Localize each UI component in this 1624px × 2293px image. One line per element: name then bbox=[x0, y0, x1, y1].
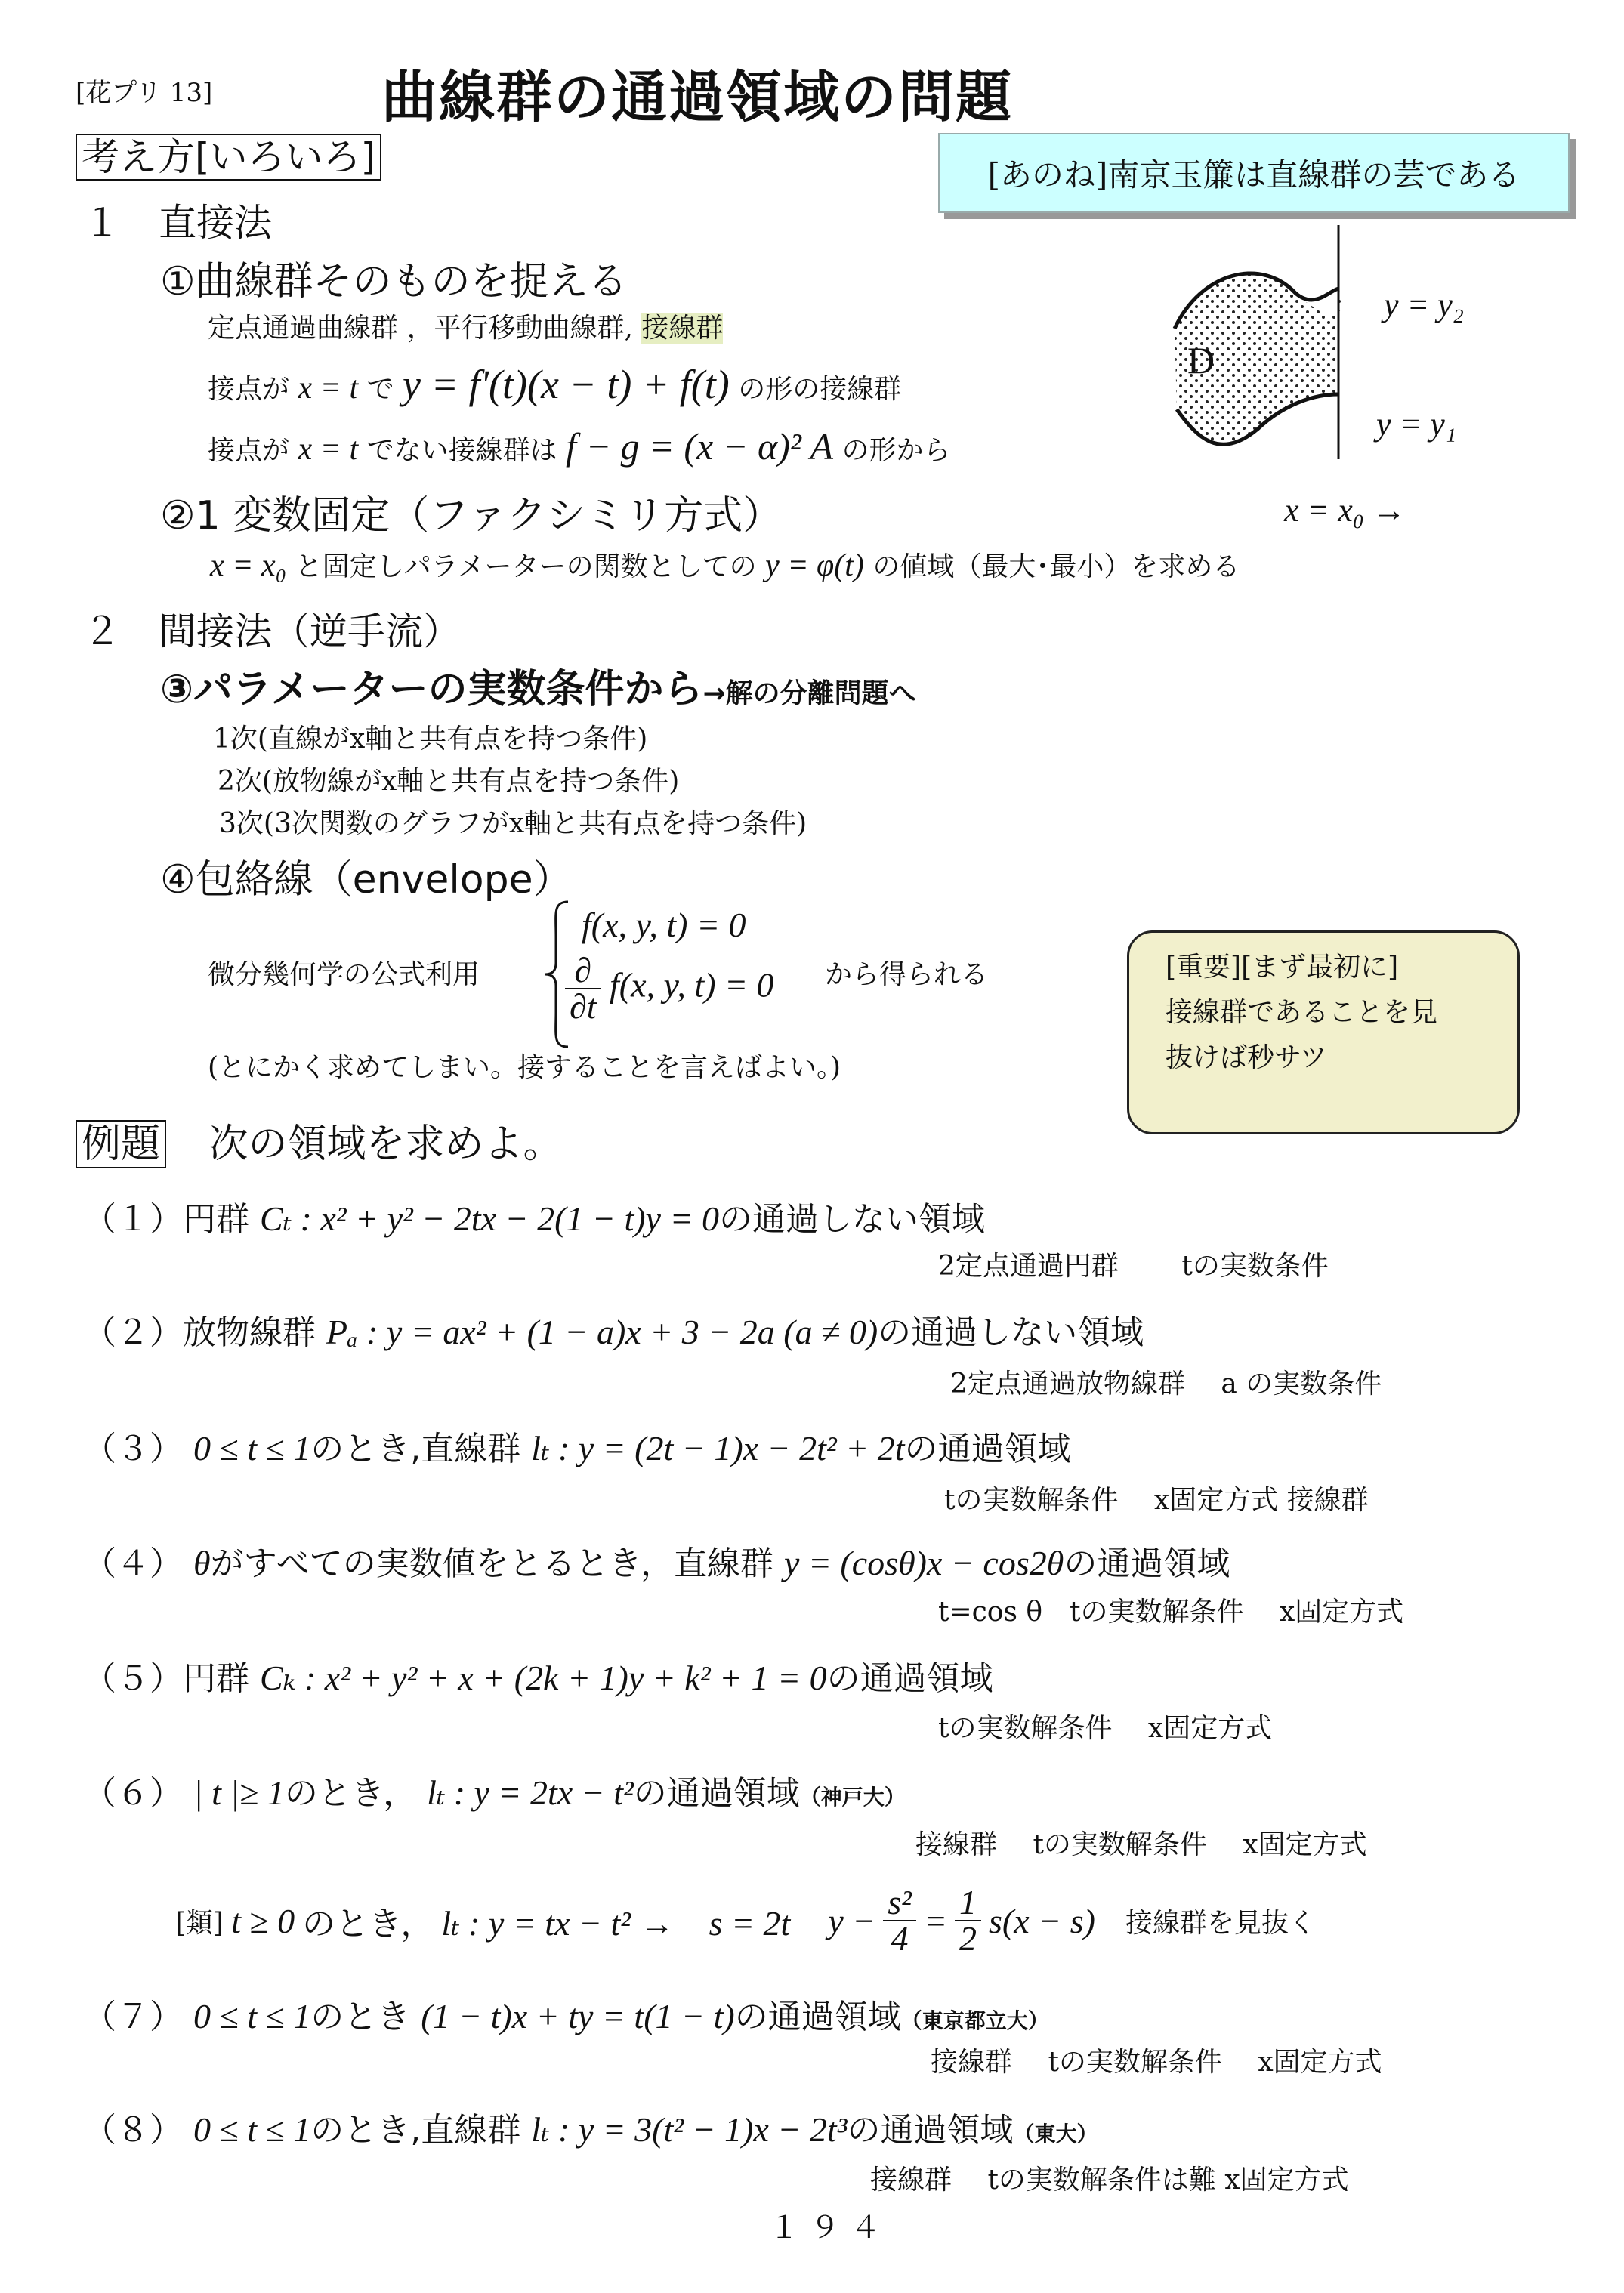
example-heading bbox=[76, 1112, 563, 1168]
figure-label-y2: y = y₂ bbox=[1384, 286, 1465, 323]
problem-7-post2: の通過領域 bbox=[734, 1998, 901, 2036]
problem-4-eq: θ bbox=[193, 1544, 211, 1582]
item3-line-2: 2次(放物線がx軸と共有点を持つ条件) bbox=[218, 766, 680, 797]
problem-1-pre: 円群 bbox=[183, 1200, 249, 1239]
similar-frac-1 bbox=[883, 1885, 916, 1956]
problem-6-eq: | t |≥ 1 bbox=[193, 1773, 285, 1812]
print-tag: [花プリ 13] bbox=[76, 78, 213, 108]
similar-frac-1-num: s² bbox=[883, 1885, 916, 1921]
callout-line-1: [重要][まず最初に] bbox=[1166, 952, 1399, 983]
region-figure bbox=[1088, 219, 1405, 468]
problem-4-post2: の通過領域 bbox=[1064, 1545, 1230, 1583]
item1-line2-b: で bbox=[366, 374, 394, 405]
approach-label bbox=[76, 127, 381, 181]
problem-5 bbox=[83, 1651, 993, 1699]
item1-line3-eq1: x = t bbox=[298, 432, 359, 467]
item1-line1 bbox=[208, 307, 723, 345]
item1-line1-text: 定点通過曲線群 ，平行移動曲線群, bbox=[208, 313, 633, 344]
item1-line2-eq1: x = t bbox=[298, 371, 359, 406]
similar-prefix: [類] bbox=[175, 1907, 224, 1939]
figure-label-y1: y = y₁ bbox=[1376, 406, 1457, 443]
similar-frac-2-den: 2 bbox=[959, 1919, 977, 1958]
problem-4-eq2: y = (cosθ)x − cos2θ bbox=[783, 1544, 1064, 1582]
item3-line-1: 1次(直線がx軸と共有点を持つ条件) bbox=[213, 724, 648, 755]
item1-line2 bbox=[208, 361, 901, 408]
problem-2-pre: 放物線群 bbox=[183, 1313, 316, 1352]
problem-4-num: （４） bbox=[83, 1545, 183, 1583]
item4-note: (とにかく求めてしまい。接することを言えばよい。) bbox=[208, 1052, 841, 1083]
tangent-group-highlight: 接線群 bbox=[641, 313, 724, 344]
problem-2-num: （２） bbox=[83, 1313, 183, 1352]
problem-6-source: （神戸大） bbox=[799, 1785, 906, 1810]
item1-title: ①曲線群そのものを捉える bbox=[160, 259, 628, 304]
problem-3-num: （３） bbox=[83, 1430, 183, 1468]
item1-line3-eq2: f − g = (x − α)² A bbox=[566, 425, 834, 468]
problem-3-eq2: lₜ : y = (2t − 1)x − 2t² + 2t bbox=[531, 1429, 905, 1467]
problem-5-hint: tの実数解条件 x固定方式 bbox=[938, 1713, 1273, 1744]
similar-mid: のとき， bbox=[302, 1905, 434, 1943]
similar-frac-1-den: 4 bbox=[891, 1919, 909, 1958]
problem-8-eq2: lₜ : y = 3(t² − 1)x − 2t³ bbox=[531, 2110, 848, 2149]
example-instruction: 次の領域を求めよ。 bbox=[208, 1122, 563, 1167]
item2-title: ②1 変数固定（ファクシミリ方式） bbox=[160, 493, 783, 539]
figure-label-D: D bbox=[1187, 339, 1215, 381]
item1-line3-b: でない接線群は bbox=[366, 435, 557, 466]
problem-8-post: のとき,直線群 bbox=[310, 2111, 521, 2149]
problem-6-num: （６） bbox=[83, 1774, 183, 1813]
problem-1-hint: 2定点通過円群 tの実数条件 bbox=[938, 1251, 1329, 1282]
similar-problem bbox=[175, 1872, 1316, 1970]
problem-7-hint: 接線群 tの実数解条件 x固定方式 bbox=[931, 2047, 1382, 2078]
item3-line-3: 3次(3次関数のグラフがx軸と共有点を持つ条件) bbox=[219, 808, 807, 839]
item2-eq2: y = φ(t) bbox=[765, 548, 864, 583]
problem-5-pre: 円群 bbox=[183, 1659, 249, 1698]
problem-2-eq: Pₐ : y = ax² + (1 − a)x + 3 − 2a (a ≠ 0) bbox=[326, 1313, 878, 1351]
item4-eq2 bbox=[565, 953, 774, 1024]
item1-line2-c: の形の接線群 bbox=[738, 374, 902, 405]
problem-2-post: の通過しない領域 bbox=[878, 1313, 1144, 1352]
problem-5-num: （５） bbox=[83, 1659, 183, 1698]
problem-7-num: （７） bbox=[83, 1998, 183, 2036]
similar-eq2: lₜ : y = tx − t² → s = 2t bbox=[441, 1904, 791, 1943]
item3-title bbox=[160, 657, 916, 714]
problem-7-post: のとき bbox=[310, 1998, 411, 2036]
problem-8-post2: の通過領域 bbox=[847, 2111, 1014, 2149]
problem-6-post: のとき， bbox=[284, 1774, 417, 1813]
problem-1-eq: Cₜ : x² + y² − 2tx − 2(1 − t)y = 0 bbox=[260, 1199, 719, 1238]
problem-1-num: （１） bbox=[83, 1200, 183, 1239]
page-title: 曲線群の通過領域の問題 bbox=[381, 65, 1013, 130]
item1-line3-c: の形から bbox=[841, 435, 951, 466]
similar-eq3-b: = bbox=[923, 1901, 948, 1940]
problem-8-hint: 接線群 tの実数解条件は難 x固定方式 bbox=[870, 2165, 1349, 2196]
similar-eq1: t ≥ 0 bbox=[231, 1901, 295, 1940]
problem-1 bbox=[83, 1192, 985, 1240]
item4-eq2-rest: f(x, y, t) = 0 bbox=[610, 965, 774, 1005]
problem-3-post2: の通過領域 bbox=[904, 1430, 1071, 1468]
item2-eq1: x = x₀ bbox=[210, 548, 287, 583]
problem-4-post: がすべての実数値をとるとき，直線群 bbox=[210, 1545, 773, 1583]
item3-title-suffix: →解の分離問題へ bbox=[702, 678, 916, 709]
problem-6-post2: の通過領域 bbox=[633, 1774, 800, 1813]
similar-eq3-c: s(x − s) bbox=[989, 1901, 1095, 1940]
problem-4 bbox=[83, 1536, 1230, 1585]
problem-8-num: （８） bbox=[83, 2111, 183, 2149]
similar-eq3-a: y − bbox=[828, 1901, 876, 1940]
section2-heading: ２ 間接法（逆手流） bbox=[83, 610, 461, 653]
important-callout bbox=[1127, 930, 1520, 1134]
problem-8 bbox=[83, 2103, 1098, 2151]
approach-label-text: 考え方[いろいろ] bbox=[76, 134, 381, 181]
item2-line-a: と固定しパラメーターの関数としての bbox=[295, 551, 757, 582]
problem-6 bbox=[83, 1766, 906, 1814]
item3-title-text: ③パラメーターの実数条件から bbox=[160, 667, 703, 712]
problem-5-eq: Cₖ : x² + y² + x + (2k + 1)y + k² + 1 = 0 bbox=[260, 1659, 827, 1697]
problem-7 bbox=[83, 1989, 1049, 2038]
item4-prefix: 微分幾何学の公式利用 bbox=[208, 959, 480, 990]
problem-6-eq2: lₜ : y = 2tx − t² bbox=[427, 1773, 634, 1812]
problem-2 bbox=[83, 1305, 1144, 1353]
callout-line-2: 接線群であることを見 bbox=[1166, 997, 1438, 1028]
problem-3-post: のとき,直線群 bbox=[310, 1430, 521, 1468]
example-label: 例題 bbox=[76, 1120, 166, 1168]
page-number: １９４ bbox=[769, 2211, 891, 2245]
note-box: [あのね]南京玉簾は直線群の芸である bbox=[938, 133, 1570, 213]
problem-7-eq: 0 ≤ t ≤ 1 bbox=[193, 1997, 311, 2035]
item1-line3-a: 接点が bbox=[208, 435, 290, 466]
problem-8-source: （東大） bbox=[1013, 2122, 1098, 2146]
section1-heading: １ 直接法 bbox=[83, 201, 272, 245]
problem-3-hint: tの実数解条件 x固定方式 接線群 bbox=[944, 1485, 1369, 1516]
item2-line-b: の値域（最大･最小）を求める bbox=[872, 551, 1240, 582]
item1-line3 bbox=[208, 424, 951, 468]
item4-suffix: から得られる bbox=[825, 959, 989, 990]
problem-4-hint: t=cos θ tの実数解条件 x固定方式 bbox=[938, 1597, 1404, 1628]
problem-7-eq2: (1 − t)x + ty = t(1 − t) bbox=[421, 1997, 735, 2035]
item2-line bbox=[210, 545, 1240, 584]
item4-eq1: f(x, y, t) = 0 bbox=[582, 906, 746, 944]
item1-line2-a: 接点が bbox=[208, 374, 290, 405]
problem-7-source: （東京都立大） bbox=[900, 2008, 1049, 2033]
problem-8-eq: 0 ≤ t ≤ 1 bbox=[193, 2110, 311, 2149]
item1-line2-eq2: y = f'(t)(x − t) + f(t) bbox=[403, 362, 730, 407]
item4-title: ④包絡線（envelope） bbox=[160, 857, 573, 903]
callout-line-3: 抜けば秒サツ bbox=[1166, 1042, 1327, 1073]
partial-den: ∂t bbox=[570, 987, 597, 1026]
problem-3-eq: 0 ≤ t ≤ 1 bbox=[193, 1429, 311, 1467]
partial-t-fraction bbox=[565, 953, 601, 1024]
problem-3 bbox=[83, 1421, 1071, 1470]
similar-frac-2-num: 1 bbox=[955, 1885, 981, 1921]
similar-suffix: 接線群を見抜く bbox=[1125, 1907, 1316, 1939]
figure-label-x0: x = x₀ → bbox=[1284, 492, 1406, 529]
problem-6-hint: 接線群 tの実数解条件 x固定方式 bbox=[915, 1829, 1367, 1860]
problem-2-hint: 2定点通過放物線群 a の実数条件 bbox=[950, 1369, 1382, 1400]
problem-1-post: の通過しない領域 bbox=[719, 1200, 985, 1239]
problem-5-post: の通過領域 bbox=[826, 1659, 993, 1698]
similar-frac-2 bbox=[955, 1885, 981, 1956]
partial-num: ∂ bbox=[565, 953, 601, 989]
